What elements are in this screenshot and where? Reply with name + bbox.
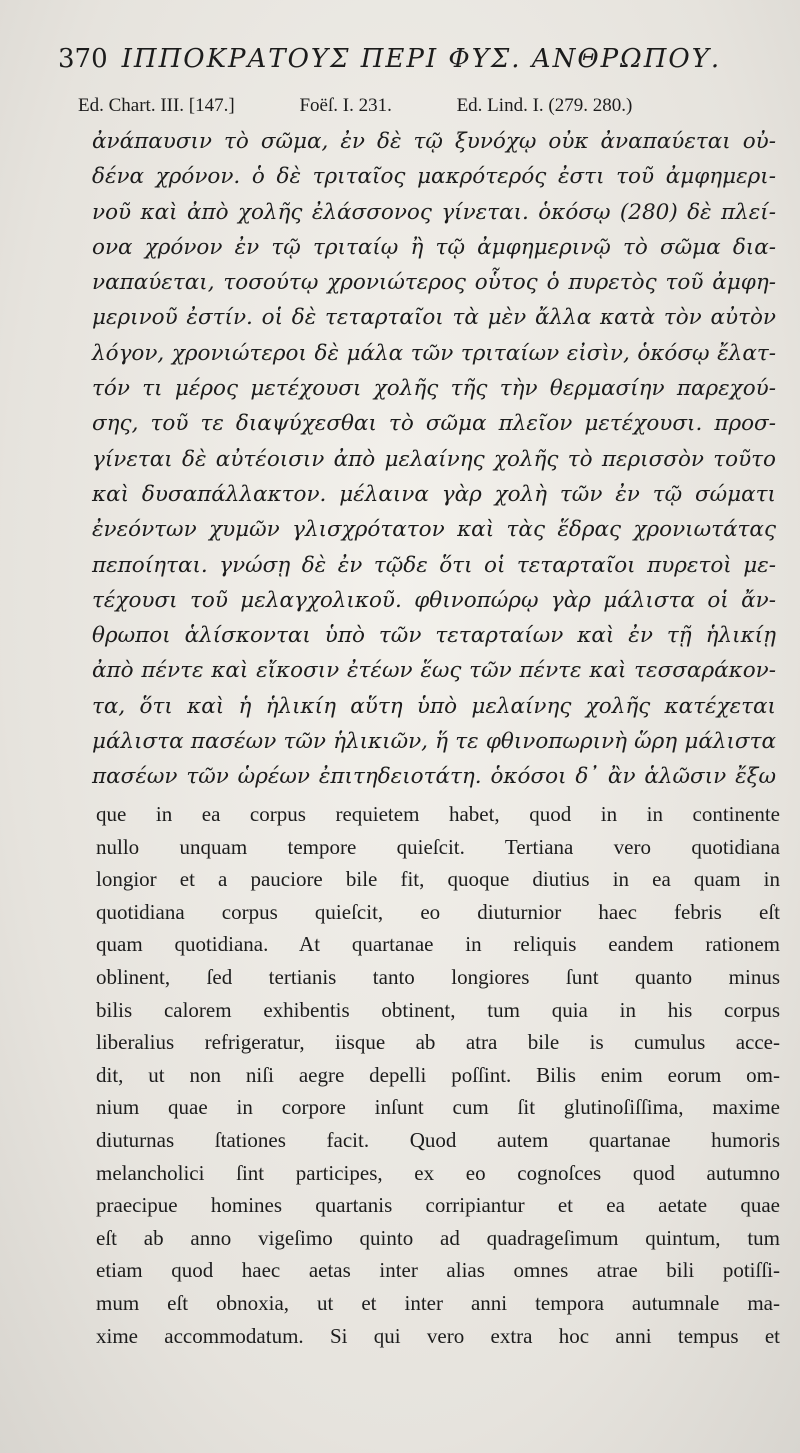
text-line: ἐνεόντων χυμῶν γλισχρότατον καὶ τὰς ἕδρας χρονιωτάτας [92,517,776,543]
text-line: λόγον, χρονιώτεροι δὲ μάλα τῶν τριταίων εἰσὶν, ὁκόσῳ ἔλατ- [92,340,776,366]
text-line: ἀνάπαυσιν τὸ σῶμα, ἐν δὲ τῷ ξυνόχῳ οὐκ ἀναπαύεται οὐ- [92,129,776,154]
page-number: 370 [58,44,108,74]
text-line: τόν τι μέρος μετέχουσι χολῆς τῆς τὴν θερμασίην παρεχού- [92,376,776,402]
text-line: ναπαύεται, τοσούτῳ χρονιώτερος οὗτος ὁ πυρετὸς τοῦ ἀμφη- [92,270,776,296]
text-line: μάλιστα πασέων τῶν ἡλικιῶν, ἥ τε φθινοπωρινὴ ὥρη μάλιστα [92,729,776,755]
latin-text-block [96,798,780,1352]
text-line: τέχουσι τοῦ μελαγχολικοῦ. φθινοπώρῳ γὰρ μάλιστα οἱ ἄν- [92,587,776,613]
text-line: longior et a pauciore bile fit, quoque diutius in ea quam in [96,867,780,892]
text-line: nullo unquam tempore quieſcit. Tertiana vero quotidiana [96,834,780,859]
text-line: σης, τοῦ τε διαψύχεσθαι τὸ σῶμα πλεῖον μετέχουσι. προσ- [92,411,776,437]
text-line: γίνεται δὲ αὐτέοισιν ἀπὸ μελαίνης χολῆς τὸ περισσὸν τοῦτο [92,446,776,472]
text-line: que in ea corpus requietem habet, quod in in continente [96,802,780,826]
text-line: μερινοῦ ἐστίν. οἱ δὲ τεταρταῖοι τὰ μὲν ἄλλα κατὰ τὸν αὐτὸν [92,305,776,331]
text-line: xime accommodatum. Si qui vero extra hoc anni tempus et [96,1323,780,1348]
text-line: eſt ab anno vigeſimo quinto ad quadrageſimum quintum, tum [96,1225,780,1250]
edition-ref-linden: Ed. Lind. I. (279. 280.) [456,95,633,116]
text-line: quam quotidiana. At quartanae in reliquis eandem rationem [96,932,780,957]
text-line: πεποίηται. γνώσῃ δὲ ἐν τῷδε ὅτι οἱ τεταρταῖοι πυρετοὶ με- [92,552,776,578]
text-line: bilis calorem exhibentis obtinent, tum quia in his corpus [96,997,780,1022]
edition-ref-foes: Foëſ. I. 231. [299,95,392,116]
edition-ref-chartier: Ed. Chart. III. [147.] [78,95,235,116]
text-line: τα, ὅτι καὶ ἡ ἡλικίη αὕτη ὑπὸ μελαίνης χολῆς κατέχεται [92,693,776,719]
text-line: mum eſt obnoxia, ut et inter anni tempora autumnale ma- [96,1290,780,1315]
text-line: πασέων τῶν ὡρέων ἐπιτηδειοτάτη. ὁκόσοι δ᾽ ἂν ἁλῶσιν ἔξω [92,764,776,790]
text-line: δένα χρόνον. ὁ δὲ τριταῖος μακρότερός ἐστι τοῦ ἀμφημερι- [92,164,776,190]
text-line: melancholici ſint participes, ex eo cognoſces quod autumno [96,1160,780,1185]
text-line: diuturnas ſtationes facit. Quod autem quartanae humoris [96,1127,780,1152]
text-line: νοῦ καὶ ἀπὸ χολῆς ἐλάσσονος γίνεται. ὁκόσῳ (280) δὲ πλεί- [92,199,776,225]
text-line: etiam quod haec aetas inter alias omnes atrae bili potiſſi- [96,1258,780,1283]
text-line: καὶ δυσαπάλλακτον. μέλαινα γὰρ χολὴ τῶν ἐν τῷ σώματι [92,481,776,507]
running-title: ΙΠΠΟΚΡΑΤΟΥΣ ΠΕΡΙ ΦΥΣ. ΑΝΘΡΩΠΟΥ. [121,44,722,74]
text-line: nium quae in corpore inſunt cum ſit glutinoſiſſima, maxime [96,1095,780,1120]
text-line: oblinent, ſed tertianis tanto longiores ſunt quanto minus [96,964,780,989]
text-line: quotidiana corpus quieſcit, eo diuturnior haec febris eſt [96,899,780,924]
running-header [58,44,778,74]
edition-references [78,95,778,117]
text-line: ονα χρόνον ἐν τῷ τριταίῳ ἢ τῷ ἀμφημερινῷ τὸ σῶμα δια- [92,234,776,260]
text-line: θρωποι ἁλίσκονται ὑπὸ τῶν τεταρταίων καὶ ἐν τῇ ἡλικίῃ [92,623,776,649]
text-line: liberalius refrigeratur, iisque ab atra bile is cumulus acce- [96,1030,780,1055]
text-line: ἀπὸ πέντε καὶ εἴκοσιν ἐτέων ἕως τῶν πέντε καὶ τεσσαράκον- [92,658,776,684]
greek-text-block [92,124,776,795]
text-line: praecipue homines quartanis corripiantur et ea aetate quae [96,1193,780,1218]
text-line: dit, ut non niſi aegre depelli poſſint. Bilis enim eorum om- [96,1062,780,1087]
